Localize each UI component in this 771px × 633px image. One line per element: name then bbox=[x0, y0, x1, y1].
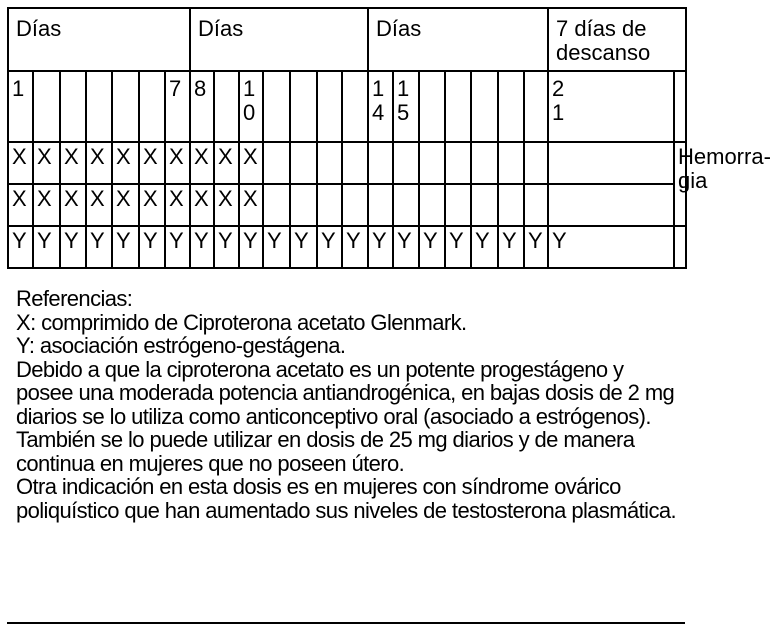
references-text bbox=[16, 287, 684, 522]
y-mark-cell-17: Y bbox=[419, 226, 445, 268]
y-mark-cell-12: Y bbox=[290, 226, 317, 268]
y-mark-cell-11: Y bbox=[263, 226, 290, 268]
y-mark-cell-4: Y bbox=[86, 226, 112, 268]
day-number-cell-16: 1 5 bbox=[393, 71, 419, 142]
day-number-cell-7: 7 bbox=[165, 71, 190, 142]
day-number-cell-5 bbox=[112, 71, 139, 142]
x-mark-cell-r1-11 bbox=[263, 142, 290, 184]
x-mark-cell-r2-1: X bbox=[8, 184, 33, 226]
reference-line-1: Referencias: bbox=[16, 286, 133, 311]
x-mark-cell-r1-7: X bbox=[165, 142, 190, 184]
y-mark-cell-2: Y bbox=[33, 226, 60, 268]
x-mark-cell-r2-4: X bbox=[86, 184, 112, 226]
x-mark-cell-r1-8: X bbox=[190, 142, 214, 184]
header-days-1: Días bbox=[8, 8, 190, 71]
reference-line-6: Otra indicación en esta dosis es en mujeres con síndrome ovárico poliquístico que han aumentado sus niveles de testosterona plasmática. bbox=[16, 474, 676, 523]
dosage-schedule-table bbox=[7, 7, 771, 269]
x-mark-cell-r2-14 bbox=[342, 184, 368, 226]
rest-y-cell bbox=[674, 226, 686, 268]
x-mark-cell-r2-8: X bbox=[190, 184, 214, 226]
y-mark-cell-15: Y bbox=[368, 226, 393, 268]
day-number-cell-17 bbox=[419, 71, 445, 142]
y-marks-row bbox=[8, 226, 686, 268]
x-mark-cell-r1-3: X bbox=[60, 142, 86, 184]
reference-line-3: Y: asociación estrógeno-gestágena. bbox=[16, 333, 346, 358]
y-mark-cell-3: Y bbox=[60, 226, 86, 268]
x-mark-cell-r1-21 bbox=[524, 142, 548, 184]
day-number-row bbox=[8, 71, 686, 142]
x-mark-cell-r2-15 bbox=[368, 184, 393, 226]
x-mark-cell-r2-7: X bbox=[165, 184, 190, 226]
day-number-cell-11 bbox=[263, 71, 290, 142]
header-days-2: Días bbox=[190, 8, 368, 71]
day-number-cell-12 bbox=[290, 71, 317, 142]
reference-line-4: Debido a que la ciproterona acetato es un potente progestágeno y posee una moderada potencia antiandrogénica, en bajas dosis de 2 mg diarios se lo utiliza como anticonceptivo oral (asociado a estrógenos). bbox=[16, 356, 675, 429]
y-mark-cell-10: Y bbox=[239, 226, 263, 268]
x-marks-row-2 bbox=[8, 184, 686, 226]
x-mark-cell-r1-16 bbox=[393, 142, 419, 184]
header-days-3: Días bbox=[368, 8, 548, 71]
x-mark-cell-r1-5: X bbox=[112, 142, 139, 184]
x-mark-cell-r1-1: X bbox=[8, 142, 33, 184]
day-number-cell-19 bbox=[471, 71, 498, 142]
x-mark-cell-r1-19 bbox=[471, 142, 498, 184]
x-mark-cell-r2-2: X bbox=[33, 184, 60, 226]
y-mark-cell-1: Y bbox=[8, 226, 33, 268]
x-mark-cell-r2-16 bbox=[393, 184, 419, 226]
day-number-cell-15: 1 4 bbox=[368, 71, 393, 142]
x-mark-cell-r1-22 bbox=[548, 142, 674, 184]
x-mark-cell-r1-6: X bbox=[139, 142, 165, 184]
header-rest-days: 7 días de descanso bbox=[548, 8, 686, 71]
day-number-cell-8: 8 bbox=[190, 71, 214, 142]
y-mark-cell-22: Y bbox=[548, 226, 674, 268]
x-mark-cell-r1-10: X bbox=[239, 142, 263, 184]
y-mark-cell-14: Y bbox=[342, 226, 368, 268]
x-mark-cell-r2-18 bbox=[445, 184, 471, 226]
reference-line-5: También se lo puede utilizar en dosis de 25 mg diarios y de manera continua en mujeres que no poseen útero. bbox=[16, 427, 635, 476]
x-mark-cell-r1-17 bbox=[419, 142, 445, 184]
bottom-divider bbox=[7, 622, 685, 624]
x-mark-cell-r2-12 bbox=[290, 184, 317, 226]
x-mark-cell-r2-19 bbox=[471, 184, 498, 226]
day-number-cell-14 bbox=[342, 71, 368, 142]
day-number-cell-2 bbox=[33, 71, 60, 142]
day-number-cell-4 bbox=[86, 71, 112, 142]
x-mark-cell-r1-13 bbox=[317, 142, 342, 184]
x-mark-cell-r1-20 bbox=[498, 142, 524, 184]
day-number-cell-21 bbox=[524, 71, 548, 142]
x-mark-cell-r2-9: X bbox=[214, 184, 239, 226]
day-number-cell-6 bbox=[139, 71, 165, 142]
day-number-cell-13 bbox=[317, 71, 342, 142]
y-mark-cell-13: Y bbox=[317, 226, 342, 268]
rest-number-cell bbox=[674, 71, 686, 142]
x-mark-cell-r2-17 bbox=[419, 184, 445, 226]
x-mark-cell-r1-14 bbox=[342, 142, 368, 184]
x-mark-cell-r2-13 bbox=[317, 184, 342, 226]
day-number-cell-22: 2 1 bbox=[548, 71, 674, 142]
x-mark-cell-r1-12 bbox=[290, 142, 317, 184]
x-mark-cell-r2-10: X bbox=[239, 184, 263, 226]
y-mark-cell-19: Y bbox=[471, 226, 498, 268]
x-mark-cell-r1-4: X bbox=[86, 142, 112, 184]
header-row bbox=[8, 8, 686, 71]
x-mark-cell-r2-11 bbox=[263, 184, 290, 226]
x-mark-cell-r2-6: X bbox=[139, 184, 165, 226]
x-mark-cell-r2-20 bbox=[498, 184, 524, 226]
y-mark-cell-9: Y bbox=[214, 226, 239, 268]
y-mark-cell-20: Y bbox=[498, 226, 524, 268]
y-mark-cell-21: Y bbox=[524, 226, 548, 268]
x-mark-cell-r1-9: X bbox=[214, 142, 239, 184]
day-number-cell-10: 1 0 bbox=[239, 71, 263, 142]
reference-line-2: X: comprimido de Ciproterona acetato Glenmark. bbox=[16, 309, 467, 335]
x-mark-cell-r1-18 bbox=[445, 142, 471, 184]
rest-bleeding-cell: Hemorra- gia bbox=[674, 142, 686, 226]
x-mark-cell-r2-3: X bbox=[60, 184, 86, 226]
y-mark-cell-18: Y bbox=[445, 226, 471, 268]
y-mark-cell-5: Y bbox=[112, 226, 139, 268]
x-marks-row-1 bbox=[8, 142, 686, 184]
y-mark-cell-8: Y bbox=[190, 226, 214, 268]
x-mark-cell-r2-21 bbox=[524, 184, 548, 226]
day-number-cell-20 bbox=[498, 71, 524, 142]
x-mark-cell-r1-2: X bbox=[33, 142, 60, 184]
day-number-cell-9 bbox=[214, 71, 239, 142]
x-mark-cell-r1-15 bbox=[368, 142, 393, 184]
y-mark-cell-16: Y bbox=[393, 226, 419, 268]
y-mark-cell-6: Y bbox=[139, 226, 165, 268]
day-number-cell-18 bbox=[445, 71, 471, 142]
day-number-cell-1: 1 bbox=[8, 71, 33, 142]
y-mark-cell-7: Y bbox=[165, 226, 190, 268]
x-mark-cell-r2-22 bbox=[548, 184, 674, 226]
day-number-cell-3 bbox=[60, 71, 86, 142]
x-mark-cell-r2-5: X bbox=[112, 184, 139, 226]
